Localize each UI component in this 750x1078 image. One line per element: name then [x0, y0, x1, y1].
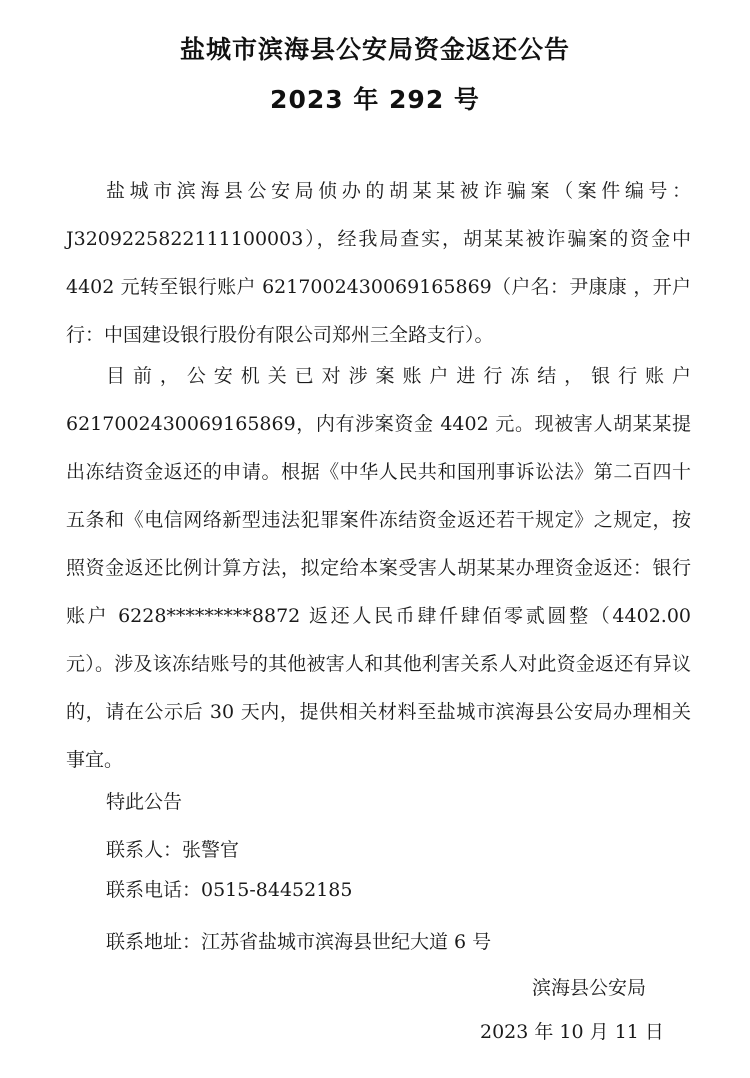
body-paragraph-2-block [66, 352, 691, 784]
document-title: 盐城市滨海县公安局资金返还公告 [179, 35, 570, 64]
contact-phone: 联系电话：0515-84452185 [106, 879, 353, 901]
issue-date: 2023 年 10 月 11 日 [480, 1021, 664, 1043]
body-paragraph-1: 盐城市滨海县公安局侦办的胡某某被诈骗案（案件编号：J3209225822111100003），经我局查实，胡某某被诈骗案的资金中 4402 元转至银行账户 6217002430069165869（户名：尹康康 ，开户行：中国建设银行股份有限公司郑州三全路支行）。 [66, 180, 691, 346]
closing-text: 特此公告 [106, 791, 183, 813]
body-paragraph-1-block [66, 167, 691, 359]
body-paragraph-2: 目前，公安机关已对涉案账户进行冻结，银行账户 6217002430069165869，内有涉案资金 4402 元。现被害人胡某某提出冻结资金返还的申请。根据《中华人民共和国刑事诉讼法》第二百四十五条和《电信网络新型违法犯罪案件冻结资金返还若干规定》之规定，按照资金返还比例计算方法，拟定给本案受害人胡某某办理资金返还：银行账户 6228*********8872 返还人民币肆仟肆佰零贰圆整（4402.00 元）。涉及该冻结账号的其他被害人和其他利害关系人对此资金返还有异议的，请在公示后 30 天内，提供相关材料至盐城市滨海县公安局办理相关事宜。 [66, 365, 691, 771]
contact-address: 联系地址：江苏省盐城市滨海县世纪大道 6 号 [106, 931, 492, 953]
contact-person: 联系人：张警官 [106, 839, 240, 861]
document-number: 2023 年 292 号 [270, 85, 480, 114]
issuer-signature: 滨海县公安局 [532, 977, 647, 999]
